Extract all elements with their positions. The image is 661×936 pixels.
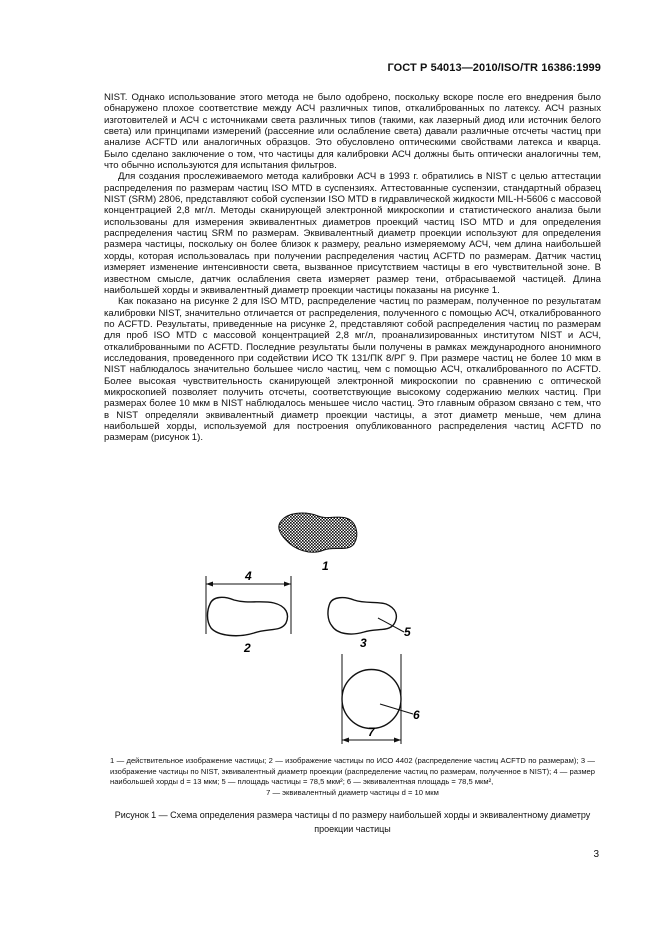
paragraph-3: Как показано на рисунке 2 для ISO MTD, распределение частиц по размерам, полученное по результатам калибровки NIST, значительно отличается от распределения, полученного с помощью АСЧ, откалиброванного по ACFTD. Результаты, приведенные на рисунке 2, представляют собой распределения частиц по размерам для проб ISO MTD с массовой концентрацией 2,8 мг/л, проанализированных институтом NIST и АСЧ, откалиброванными по ACFTD. Последние результаты были получены в рамках международного анонимного исследования, проведенного при содействии ИСО ТК 131/ПК 8/РГ 9. При размере частиц не более 10 мкм в NIST наблюдалось значительно большее число частиц, чем с помощью АСЧ, откалиброванного по ACFTD. Более высокая чувствительность сканирующей электронной микроскопии по сравнению с оптической микроскопией позволяет получить отсчеты, соответствующие высокому содержанию мелких частиц. При размерах более 10 мкм в NIST наблюдалось меньшее число частиц. Это главным образом связано с тем, что в NIST определяли эквивалентный диаметр проекции частицы, а этот диаметр меньше, чем длина наибольшей хорды, используемой для построения опубликованного распределения частиц ACFTD по размерам (рисунок 1). xyxy=(104,296,601,444)
particle-iso4402-outline xyxy=(208,597,288,635)
body-text xyxy=(104,92,601,444)
diameter-arrow-right xyxy=(394,738,401,743)
particle-actual-image xyxy=(279,513,357,552)
label-3: 3 xyxy=(360,636,367,650)
diameter-arrow-left xyxy=(342,738,349,743)
label-6: 6 xyxy=(413,708,420,722)
paragraph-1: NIST. Однако использование этого метода не было одобрено, поскольку вскоре после его внедрения было обнаружено плохое соответствие между АСЧ различных типов, откалиброванных по латексу. АСЧ разных изготовителей и АСЧ с источниками света различных типов (такими, как лазерный диод или источник белого света) или принципами измерений (рассеяние или ослабление света) давали различные отсчеты частиц при анализе ACFTD или аналогичных образцов. Это обусловлено оптическими свойствами латекса и кварца. Было сделано заключение о том, что частицы для калибровки АСЧ должны быть оптически аналогичны тем, что обычно используются для испытания фильтров. xyxy=(104,92,601,172)
legend-last-item: 7 — эквивалентный диаметр частицы d = 10 мкм xyxy=(266,787,439,797)
figure-caption: Рисунок 1 — Схема определения размера частицы d по размеру наибольшей хорды и эквивалентному диаметру проекции частицы xyxy=(114,810,591,834)
particle-nist-outline xyxy=(328,598,396,634)
page-number: 3 xyxy=(593,849,599,860)
chord-arrow-right xyxy=(284,582,291,587)
document-header: ГОСТ Р 54013—2010/ISO/TR 16386:1999 xyxy=(387,62,601,74)
particle-diagram xyxy=(104,504,601,749)
chord-arrow-left xyxy=(206,582,213,587)
label-1: 1 xyxy=(322,559,329,573)
figure-legend xyxy=(110,756,595,798)
label-2: 2 xyxy=(244,641,251,655)
label-7: 7 xyxy=(368,725,375,739)
paragraph-2: Для создания прослеживаемого метода калибровки АСЧ в 1993 г. обратились в NIST с целью аттестации распределения по размерам частиц ISO MTD в суспензиях. Аттестованные суспензии, стандартный образец NIST (SRM) 2806, представляют собой суспензии ISO MTD в гидравлической жидкости MIL-H-5606 с массовой концентрацией 2,8 мг/л. Методы сканирующей электронной микроскопии и статистического анализа были использованы для измерения эквивалентных диаметров проекций частиц ISO MTD и для определения распределения частиц SRM по размерам. Эквивалентный диаметр проекции используют для определения размера частицы, поскольку он более близок к размеру, реально измеряемому АСЧ, чем длина наибольшей хорды, которая использовалась при получении распределения частиц ACFTD по размерам. Датчик частиц измеряет изменение интенсивности света, вызванное присутствием частицы в его чувствительной зоне. В известном смысле, датчик ослабления света измеряет размер тени, отбрасываемой частицей. Длина наибольшей хорды и эквивалентный диаметр проекции частицы показаны на рисунке 1. xyxy=(104,171,601,296)
legend-items: 1 — действительное изображение частицы; 2 — изображение частицы по ИСО 4402 (распределение частиц ACFTD по размерам); 3 — изображение частицы по NIST, эквивалентный диаметр проекции (распределение частиц по размерам, полученное в NIST); 4 — размер наибольшей хорды d = 13 мкм; 5 — площадь частицы = 78,5 мкм²; 6 — эквивалентная площадь = 78,5 мкм², xyxy=(110,756,595,787)
label-4: 4 xyxy=(245,569,252,583)
label-5: 5 xyxy=(404,625,411,639)
equivalent-circle xyxy=(342,670,401,729)
figure-1 xyxy=(104,504,601,749)
